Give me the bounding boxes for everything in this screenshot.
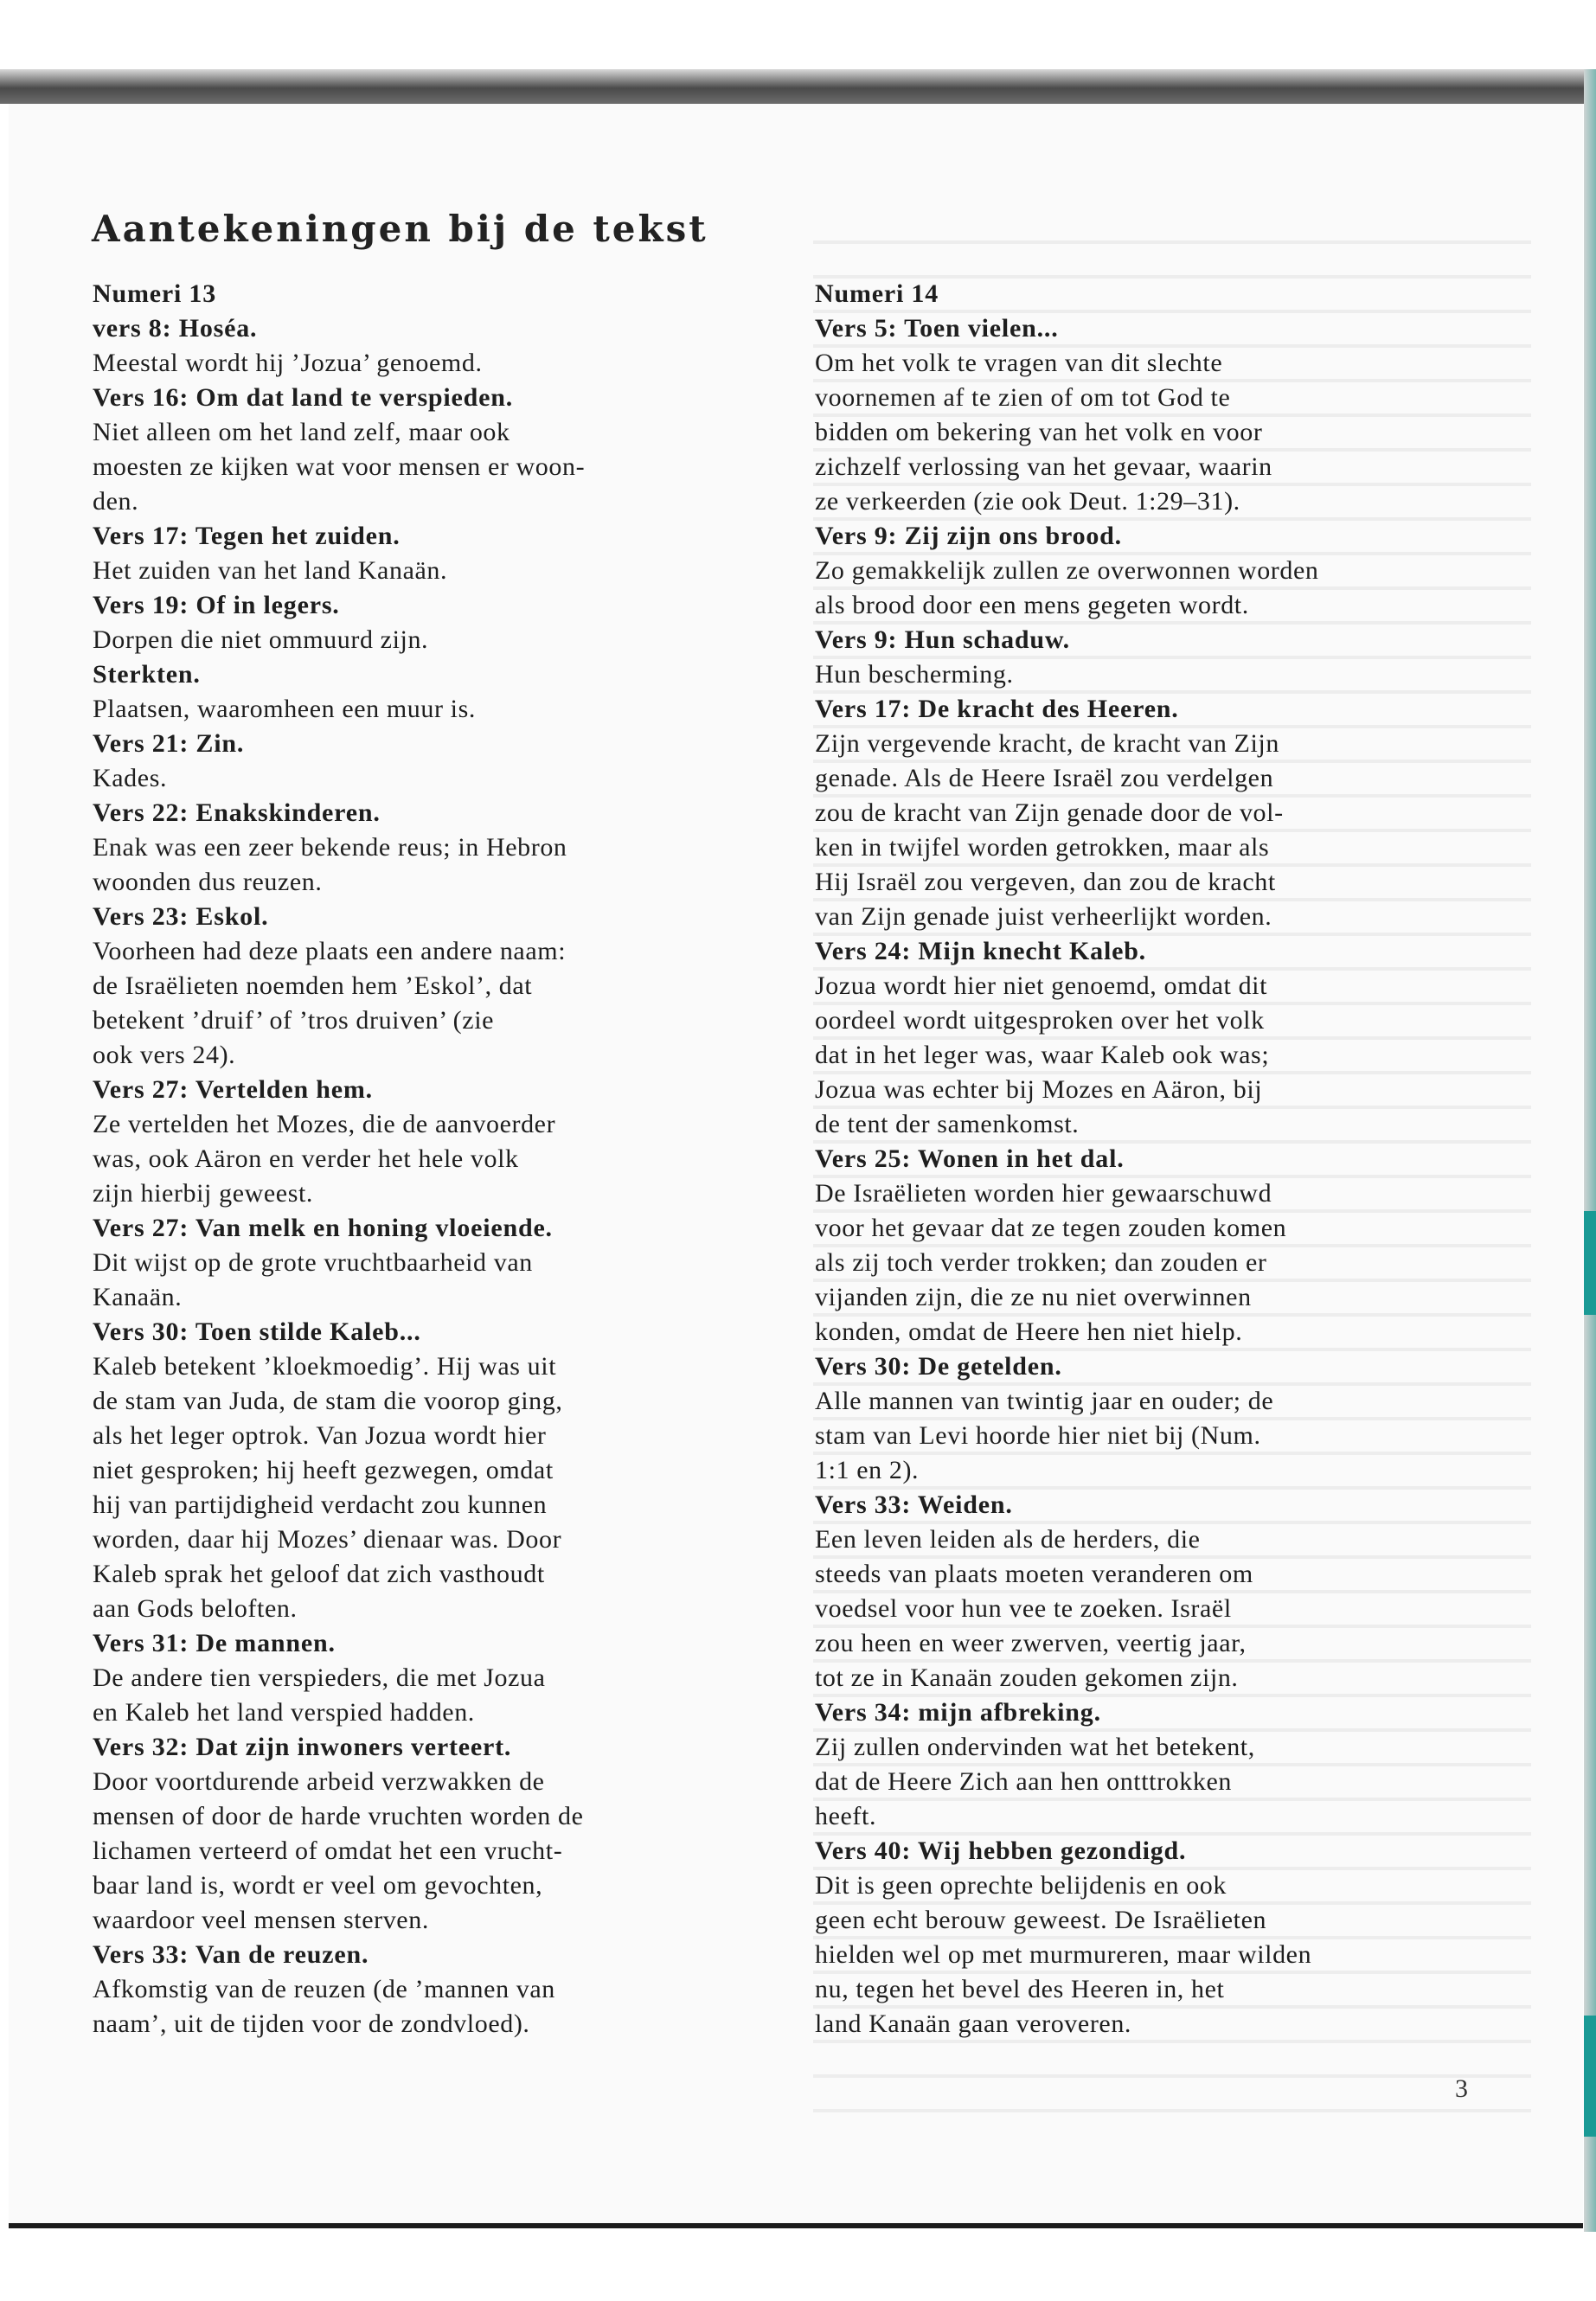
right-column	[815, 277, 1507, 2041]
note-text-line: dat de Heere Zich aan hen ontttrokken	[815, 1767, 1232, 1796]
note-text-line: oordeel wordt uitgesproken over het volk	[815, 1006, 1265, 1035]
note-text-line: Ze vertelden het Mozes, die de aanvoerder	[93, 1110, 556, 1138]
verse-heading: Vers 17: Tegen het zuiden.	[93, 522, 401, 550]
note-text-line: als het leger optrok. Van Jozua wordt hier	[93, 1421, 547, 1450]
note-text-line: zou heen en weer zwerven, veertig jaar,	[815, 1629, 1247, 1657]
note-text-line: Enak was een zeer bekende reus; in Hebron	[93, 833, 567, 862]
verse-heading: Vers 30: Toen stilde Kaleb...	[93, 1317, 421, 1346]
note-text-line: ook vers 24).	[93, 1041, 236, 1069]
note-text-line: Jozua wordt hier niet genoemd, omdat dit	[815, 971, 1268, 1000]
note-text-line: zou de kracht van Zijn genade door de vol-	[815, 798, 1284, 827]
note-text-line: Alle mannen van twintig jaar en ouder; de	[815, 1387, 1274, 1415]
note-text-line: voor het gevaar dat ze tegen zouden komen	[815, 1214, 1287, 1242]
verse-heading: Vers 34: mijn afbreking.	[815, 1698, 1101, 1727]
verse-heading: Vers 21: Zin.	[93, 729, 245, 758]
verse-heading: Vers 33: Van de reuzen.	[93, 1940, 369, 1969]
note-text-line: worden, daar hij Mozes’ dienaar was. Door	[93, 1525, 562, 1554]
note-text-line: mensen of door de harde vruchten worden de	[93, 1802, 584, 1830]
verse-heading: Vers 25: Wonen in het dal.	[815, 1144, 1125, 1173]
note-text-line: ken in twijfel worden getrokken, maar als	[815, 833, 1270, 862]
note-text-line: de tent der samenkomst.	[815, 1110, 1080, 1138]
scan-top-shadow	[0, 69, 1596, 104]
note-text-line: als brood door een mens gegeten wordt.	[815, 591, 1249, 619]
note-text-line: zichzelf verlossing van het gevaar, waarin	[815, 452, 1272, 481]
note-text-line: Zij zullen ondervinden wat het betekent,	[815, 1733, 1255, 1761]
verse-heading: Vers 33: Weiden.	[815, 1490, 1013, 1519]
verse-heading: Vers 31: De mannen.	[93, 1629, 336, 1657]
note-text-line: hij van partijdigheid verdacht zou kunnen	[93, 1490, 548, 1519]
verse-heading: Vers 16: Om dat land te verspieden.	[93, 383, 514, 412]
note-text-line: Een leven leiden als de herders, die	[815, 1525, 1201, 1554]
verse-heading: Vers 27: Vertelden hem.	[93, 1075, 373, 1104]
note-text-line: nu, tegen het bevel des Heeren in, het	[815, 1975, 1225, 2003]
note-text-line: niet gesproken; hij heeft gezwegen, omdat	[93, 1456, 554, 1484]
note-text-line: van Zijn genade juist verheerlijkt worden.	[815, 902, 1272, 931]
note-text-line: land Kanaän gaan veroveren.	[815, 2009, 1132, 2038]
note-text-line: voedsel voor hun vee te zoeken. Israël	[815, 1594, 1232, 1623]
verse-heading: Vers 9: Zij zijn ons brood.	[815, 522, 1122, 550]
note-text-line: Zo gemakkelijk zullen ze overwonnen worden	[815, 556, 1319, 585]
verse-heading: Numeri 13	[93, 279, 217, 308]
page-number: 3	[1455, 2074, 1468, 2103]
note-text-line: Hij Israël zou vergeven, dan zou de kracht	[815, 868, 1276, 896]
note-text-line: aan Gods beloften.	[93, 1594, 298, 1623]
note-text-line: den.	[93, 487, 139, 516]
verse-heading: Vers 32: Dat zijn inwoners verteert.	[93, 1733, 512, 1761]
page-title: Aantekeningen bij de tekst	[92, 208, 708, 250]
left-column	[93, 277, 785, 2041]
note-text-line: Dorpen die niet ommuurd zijn.	[93, 625, 429, 654]
note-text-line: Dit is geen oprechte belijdenis en ook	[815, 1871, 1227, 1900]
note-text-line: de Israëlieten noemden hem ’Eskol’, dat	[93, 971, 533, 1000]
note-text-line: stam van Levi hoorde hier niet bij (Num.	[815, 1421, 1261, 1450]
note-text-line: Voorheen had deze plaats een andere naam:	[93, 937, 567, 965]
verse-heading: Vers 19: Of in legers.	[93, 591, 340, 619]
note-text-line: Kaleb sprak het geloof dat zich vasthoudt	[93, 1560, 545, 1588]
note-text-line: naam’, uit de tijden voor de zondvloed).	[93, 2009, 530, 2038]
verse-heading: vers 8: Hoséa.	[93, 314, 258, 343]
note-text-line: was, ook Aäron en verder het hele volk	[93, 1144, 519, 1173]
verse-heading: Vers 40: Wij hebben gezondigd.	[815, 1836, 1187, 1865]
note-text-line: moesten ze kijken wat voor mensen er woon-	[93, 452, 586, 481]
note-text-line: Kades.	[93, 764, 168, 792]
scan-right-edge	[1584, 69, 1596, 2232]
note-text-line: tot ze in Kanaän zouden gekomen zijn.	[815, 1663, 1239, 1692]
note-text-line: vijanden zijn, die ze nu niet overwinnen	[815, 1283, 1252, 1311]
note-text-line: Jozua was echter bij Mozes en Aäron, bij	[815, 1075, 1263, 1104]
note-text-line: Kaleb betekent ’kloekmoedig’. Hij was uit	[93, 1352, 557, 1381]
note-text-line: betekent ’druif’ of ’tros druiven’ (zie	[93, 1006, 495, 1035]
note-text-line: Meestal wordt hij ’Jozua’ genoemd.	[93, 349, 483, 377]
note-text-line: steeds van plaats moeten veranderen om	[815, 1560, 1253, 1588]
note-text-line: Zijn vergevende kracht, de kracht van Zijn	[815, 729, 1279, 758]
verse-heading: Vers 30: De getelden.	[815, 1352, 1062, 1381]
verse-heading: Vers 27: Van melk en honing vloeiende.	[93, 1214, 553, 1242]
note-text-line: heeft.	[815, 1802, 877, 1830]
note-text-line: woonden dus reuzen.	[93, 868, 323, 896]
note-text-line: 1:1 en 2).	[815, 1456, 920, 1484]
verse-heading: Vers 5: Toen vielen...	[815, 314, 1059, 343]
note-text-line: bidden om bekering van het volk en voor	[815, 418, 1263, 446]
note-text-line: dat in het leger was, waar Kaleb ook was;	[815, 1041, 1270, 1069]
verse-heading: Vers 24: Mijn knecht Kaleb.	[815, 937, 1146, 965]
note-text-line: De Israëlieten worden hier gewaarschuwd	[815, 1179, 1272, 1208]
note-text-line: voornemen af te zien of om tot God te	[815, 383, 1231, 412]
note-text-line: Door voortdurende arbeid verzwakken de	[93, 1767, 545, 1796]
note-text-line: hielden wel op met murmureren, maar wilden	[815, 1940, 1312, 1969]
note-text-line: Het zuiden van het land Kanaän.	[93, 556, 448, 585]
note-text-line: Kanaän.	[93, 1283, 183, 1311]
note-text-line: ze verkeerden (zie ook Deut. 1:29–31).	[815, 487, 1240, 516]
note-text-line: Afkomstig van de reuzen (de ’mannen van	[93, 1975, 555, 2003]
verse-heading: Sterkten.	[93, 660, 201, 689]
note-text-line: lichamen verteerd of omdat het een vrucht-	[93, 1836, 563, 1865]
verse-heading: Vers 23: Eskol.	[93, 902, 269, 931]
verse-heading: Vers 17: De kracht des Heeren.	[815, 695, 1179, 723]
note-text-line: konden, omdat de Heere hen niet hielp.	[815, 1317, 1243, 1346]
note-text-line: als zij toch verder trokken; dan zouden er	[815, 1248, 1267, 1277]
note-text-line: Niet alleen om het land zelf, maar ook	[93, 418, 510, 446]
note-text-line: Om het volk te vragen van dit slechte	[815, 349, 1223, 377]
note-text-line: Hun bescherming.	[815, 660, 1014, 689]
verse-heading: Numeri 14	[815, 279, 939, 308]
teal-edge-mark	[1584, 2016, 1596, 2137]
note-text-line: de stam van Juda, de stam die voorop ging,	[93, 1387, 563, 1415]
note-text-line: en Kaleb het land verspied hadden.	[93, 1698, 475, 1727]
note-text-line: De andere tien verspieders, die met Jozua	[93, 1663, 546, 1692]
document-page	[9, 104, 1583, 2228]
note-text-line: Dit wijst op de grote vruchtbaarheid van	[93, 1248, 533, 1277]
note-text-line: Plaatsen, waaromheen een muur is.	[93, 695, 476, 723]
note-text-line: geen echt berouw geweest. De Israëlieten	[815, 1906, 1267, 1934]
verse-heading: Vers 22: Enakskinderen.	[93, 798, 381, 827]
note-text-line: zijn hierbij geweest.	[93, 1179, 314, 1208]
verse-heading: Vers 9: Hun schaduw.	[815, 625, 1070, 654]
note-text-line: waardoor veel mensen sterven.	[93, 1906, 429, 1934]
note-text-line: baar land is, wordt er veel om gevochten,	[93, 1871, 543, 1900]
note-text-line: genade. Als de Heere Israël zou verdelgen	[815, 764, 1274, 792]
teal-edge-mark	[1584, 1211, 1596, 1315]
